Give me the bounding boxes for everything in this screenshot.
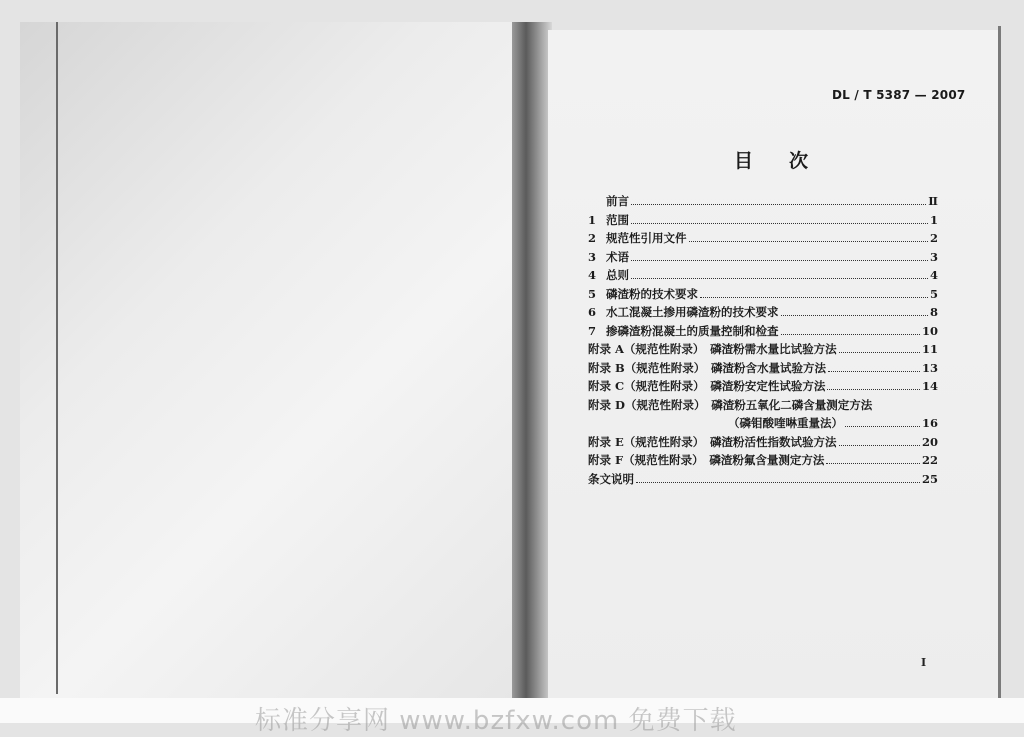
toc-entry-label: 附录 E（规范性附录） 磷渣粉活性指数试验方法: [588, 434, 837, 449]
toc-entry-label: 范围: [606, 212, 629, 227]
toc-entry-number: 7: [588, 323, 597, 338]
toc-entry-number: 6: [588, 305, 597, 319]
toc-entry[interactable]: [588, 452, 938, 471]
toc-entry-number: 3: [588, 249, 597, 264]
toc-leader-dots: [781, 334, 920, 335]
toc-entry[interactable]: [588, 249, 938, 268]
toc-entry-page: 1: [929, 212, 938, 227]
toc-entry[interactable]: [588, 212, 938, 231]
toc-leader-dots: [636, 482, 920, 483]
right-page-edge: [998, 26, 1001, 702]
toc-entry-label: 总则: [606, 268, 629, 282]
toc-entry[interactable]: [588, 434, 938, 453]
toc-entry-page: 16: [921, 416, 938, 430]
toc-entry[interactable]: [588, 286, 938, 305]
toc-entry-page: 4: [929, 268, 938, 282]
toc-entry-label: 水工混凝土掺用磷渣粉的技术要求: [606, 305, 779, 319]
toc-entry-page: 20: [921, 434, 938, 449]
toc-leader-dots: [828, 371, 920, 372]
toc-entry[interactable]: [588, 397, 938, 416]
toc-entry-page: 5: [929, 286, 938, 301]
toc-entry-label: 附录 C（规范性附录） 磷渣粉安定性试验方法: [588, 379, 826, 393]
toc-entry-label: 磷渣粉的技术要求: [606, 286, 698, 301]
toc-entry-page: 14: [921, 379, 938, 393]
toc-leader-dots: [631, 278, 928, 279]
toc-leader-dots: [631, 260, 928, 261]
toc-entry[interactable]: [588, 267, 938, 286]
left-page-blank: [20, 22, 525, 698]
left-page-edge: [56, 22, 58, 694]
toc-entry-page: 11: [921, 342, 938, 356]
toc-entry-label: 条文说明: [588, 471, 634, 486]
toc-entry-label: 术语: [606, 249, 629, 264]
toc-leader-dots: [631, 223, 928, 224]
toc-title: 目次: [734, 150, 845, 172]
toc-entry[interactable]: [588, 360, 938, 379]
page-number: I: [921, 656, 927, 669]
toc-entry-label: 附录 B（规范性附录） 磷渣粉含水量试验方法: [588, 360, 826, 375]
table-of-contents: [588, 193, 938, 489]
toc-entry-label: 掺磷渣粉混凝土的质量控制和检查: [606, 323, 779, 338]
toc-entry-page: 22: [921, 453, 938, 467]
toc-entry-page: Ⅱ: [928, 194, 938, 208]
toc-entry-number: 2: [588, 231, 597, 245]
toc-entry-page: 2: [929, 231, 938, 245]
toc-leader-dots: [845, 426, 920, 427]
toc-entry[interactable]: [588, 304, 938, 323]
toc-leader-dots: [839, 352, 920, 353]
watermark-text: 标准分享网 www.bzfxw.com 免费下载: [255, 706, 737, 736]
book-gutter: [512, 22, 552, 712]
toc-entry-number: 4: [588, 268, 597, 282]
toc-entry[interactable]: [588, 378, 938, 397]
toc-leader-dots: [700, 297, 928, 298]
toc-entry-label: （磷钼酸喹啉重量法）: [728, 416, 843, 430]
toc-entry-number: 5: [588, 286, 597, 301]
toc-entry-label: 附录 A（规范性附录） 磷渣粉需水量比试验方法: [588, 342, 837, 356]
toc-leader-dots: [781, 315, 928, 316]
toc-entry[interactable]: [588, 323, 938, 342]
toc-entry-page: 8: [929, 305, 938, 319]
toc-entry-page: 3: [929, 249, 938, 264]
toc-leader-dots: [689, 241, 928, 242]
toc-entry-continuation[interactable]: [588, 415, 938, 434]
toc-entry-page: 13: [921, 360, 938, 375]
toc-entry-label: 附录 F（规范性附录） 磷渣粉氟含量测定方法: [588, 453, 825, 467]
toc-entry[interactable]: [588, 471, 938, 490]
toc-leader-dots: [631, 204, 926, 205]
toc-entry[interactable]: [588, 341, 938, 360]
toc-entry-label: 前言: [606, 194, 629, 208]
toc-leader-dots: [827, 389, 920, 390]
toc-entry[interactable]: [588, 230, 938, 249]
toc-entry-label: 规范性引用文件: [606, 231, 687, 245]
document-code: DL / T 5387 — 2007: [832, 88, 966, 102]
toc-entry-page: 10: [921, 323, 938, 338]
toc-entry[interactable]: [588, 193, 938, 212]
toc-entry-number: 1: [588, 212, 597, 227]
toc-leader-dots: [826, 463, 920, 464]
toc-entry-label: 附录 D（规范性附录） 磷渣粉五氧化二磷含量测定方法: [588, 397, 873, 412]
toc-entry-page: 25: [921, 471, 938, 486]
toc-leader-dots: [839, 445, 920, 446]
